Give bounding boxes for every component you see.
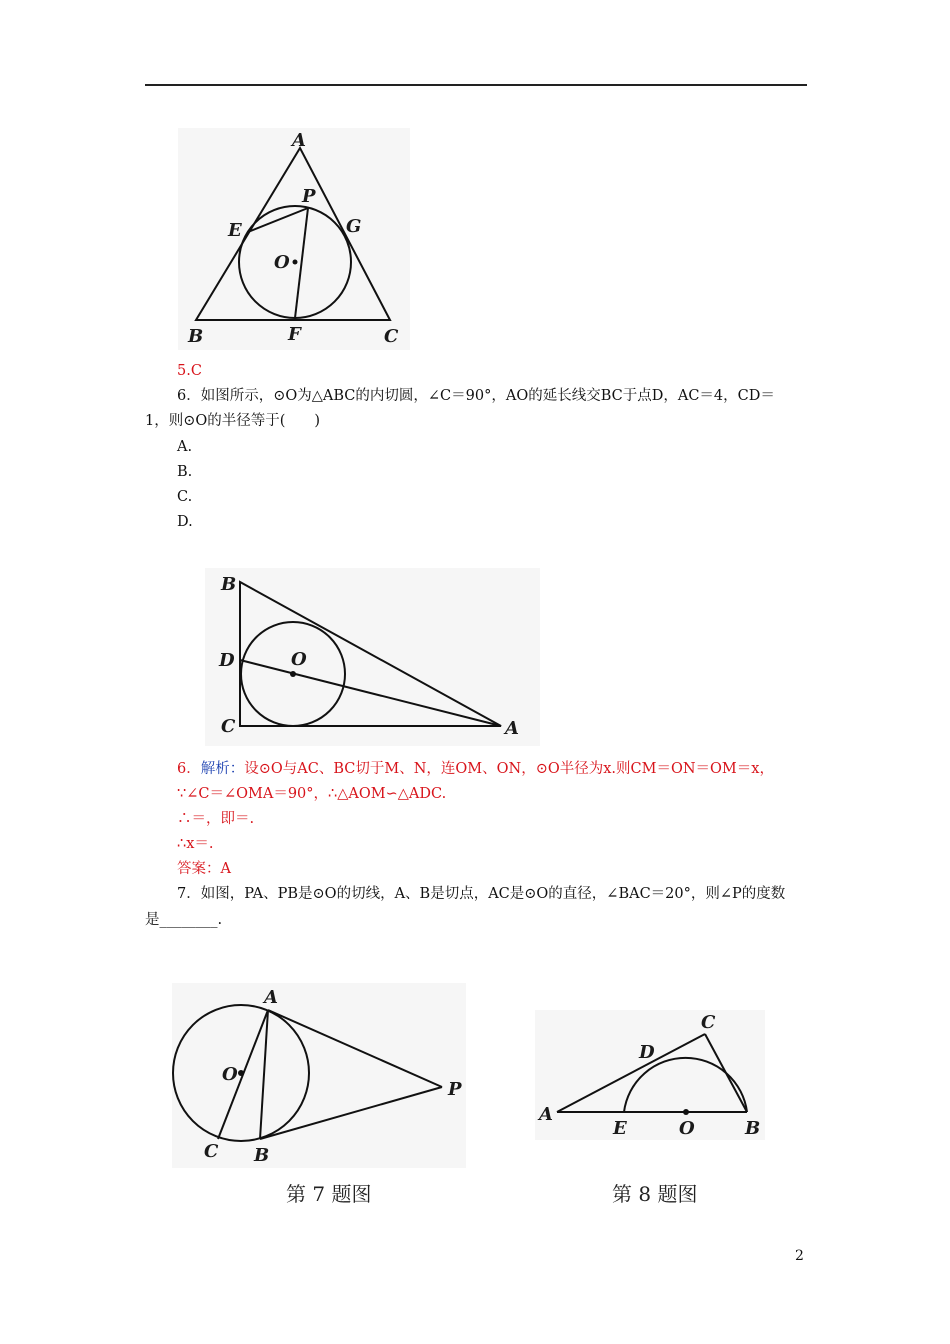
fig6-label-B: B (221, 574, 237, 595)
fig6-label-D: D (219, 650, 235, 671)
figure-7-caption: 第 7 题图 (286, 1182, 372, 1206)
fig8-label-B: B (745, 1118, 761, 1139)
fig6-label-O: O (291, 649, 307, 670)
solution-6-answer: 答案：A (177, 861, 231, 877)
fig5-label-A: A (292, 130, 306, 151)
fig5-label-O: O (274, 252, 290, 273)
fig8-label-D: D (639, 1042, 655, 1063)
solution-6-number: 6． (177, 761, 201, 777)
fig7-label-C: C (204, 1141, 219, 1162)
question-7-line-1: 7．如图，PA、PB是⊙O的切线，A、B是切点，AC是⊙O的直径，∠BAC＝20°，则∠P的度数 (177, 886, 786, 902)
fig7-label-B: B (254, 1145, 270, 1166)
question-6-line-1: 6．如图所示，⊙O为△ABC的内切圆，∠C＝90°，AO的延长线交BC于点D，AC＝4，CD＝ (177, 388, 775, 404)
fig8-label-E: E (613, 1118, 627, 1139)
figure-8-semicircle (535, 1010, 765, 1140)
fig7-label-O: O (222, 1064, 238, 1085)
fig7-label-A: A (264, 987, 278, 1008)
figure-5-triangle-incircle (178, 128, 410, 350)
fig5-label-C: C (384, 326, 399, 347)
fig6-label-C: C (221, 716, 236, 737)
page-number: 2 (795, 1248, 804, 1264)
figure-6-right-triangle-incircle (205, 568, 540, 746)
question-7-line-2: 是________. (145, 912, 223, 928)
fig8-label-C: C (701, 1012, 716, 1033)
fig7-label-P: P (448, 1079, 462, 1100)
fig5-label-F: F (288, 324, 301, 345)
solution-6-text: 设⊙O与AC、BC切于M、N，连OM、ON，⊙O半径为x.则CM＝ON＝OM＝x， (244, 761, 774, 777)
figure-8-caption: 第 8 题图 (612, 1182, 698, 1206)
question-6-line-2: 1，则⊙O的半径等于( ) (145, 413, 321, 429)
question-6-option-a: A. (177, 439, 193, 455)
solution-6-label: 解析： (200, 761, 245, 777)
solution-6-line-3: ∴＝，即＝. (177, 811, 255, 827)
question-6-option-c: C. (177, 489, 193, 505)
solution-6-line-1 (177, 759, 774, 779)
fig5-label-G: G (346, 216, 362, 237)
fig6-label-A: A (505, 718, 519, 739)
answer-5: 5.C (177, 363, 202, 379)
header-rule (145, 84, 807, 86)
fig8-label-O: O (679, 1118, 695, 1139)
fig5-label-P: P (302, 186, 316, 207)
question-6-option-d: D. (177, 514, 193, 530)
fig5-label-B: B (188, 326, 204, 347)
solution-6-line-2: ∵∠C＝∠OMA＝90°，∴△AOM∽△ADC. (177, 786, 447, 802)
fig8-label-A: A (539, 1104, 553, 1125)
figure-7-tangents (172, 983, 466, 1168)
fig5-label-E: E (228, 220, 242, 241)
question-6-option-b: B. (177, 464, 193, 480)
solution-6-line-4: ∴x＝. (177, 836, 214, 852)
